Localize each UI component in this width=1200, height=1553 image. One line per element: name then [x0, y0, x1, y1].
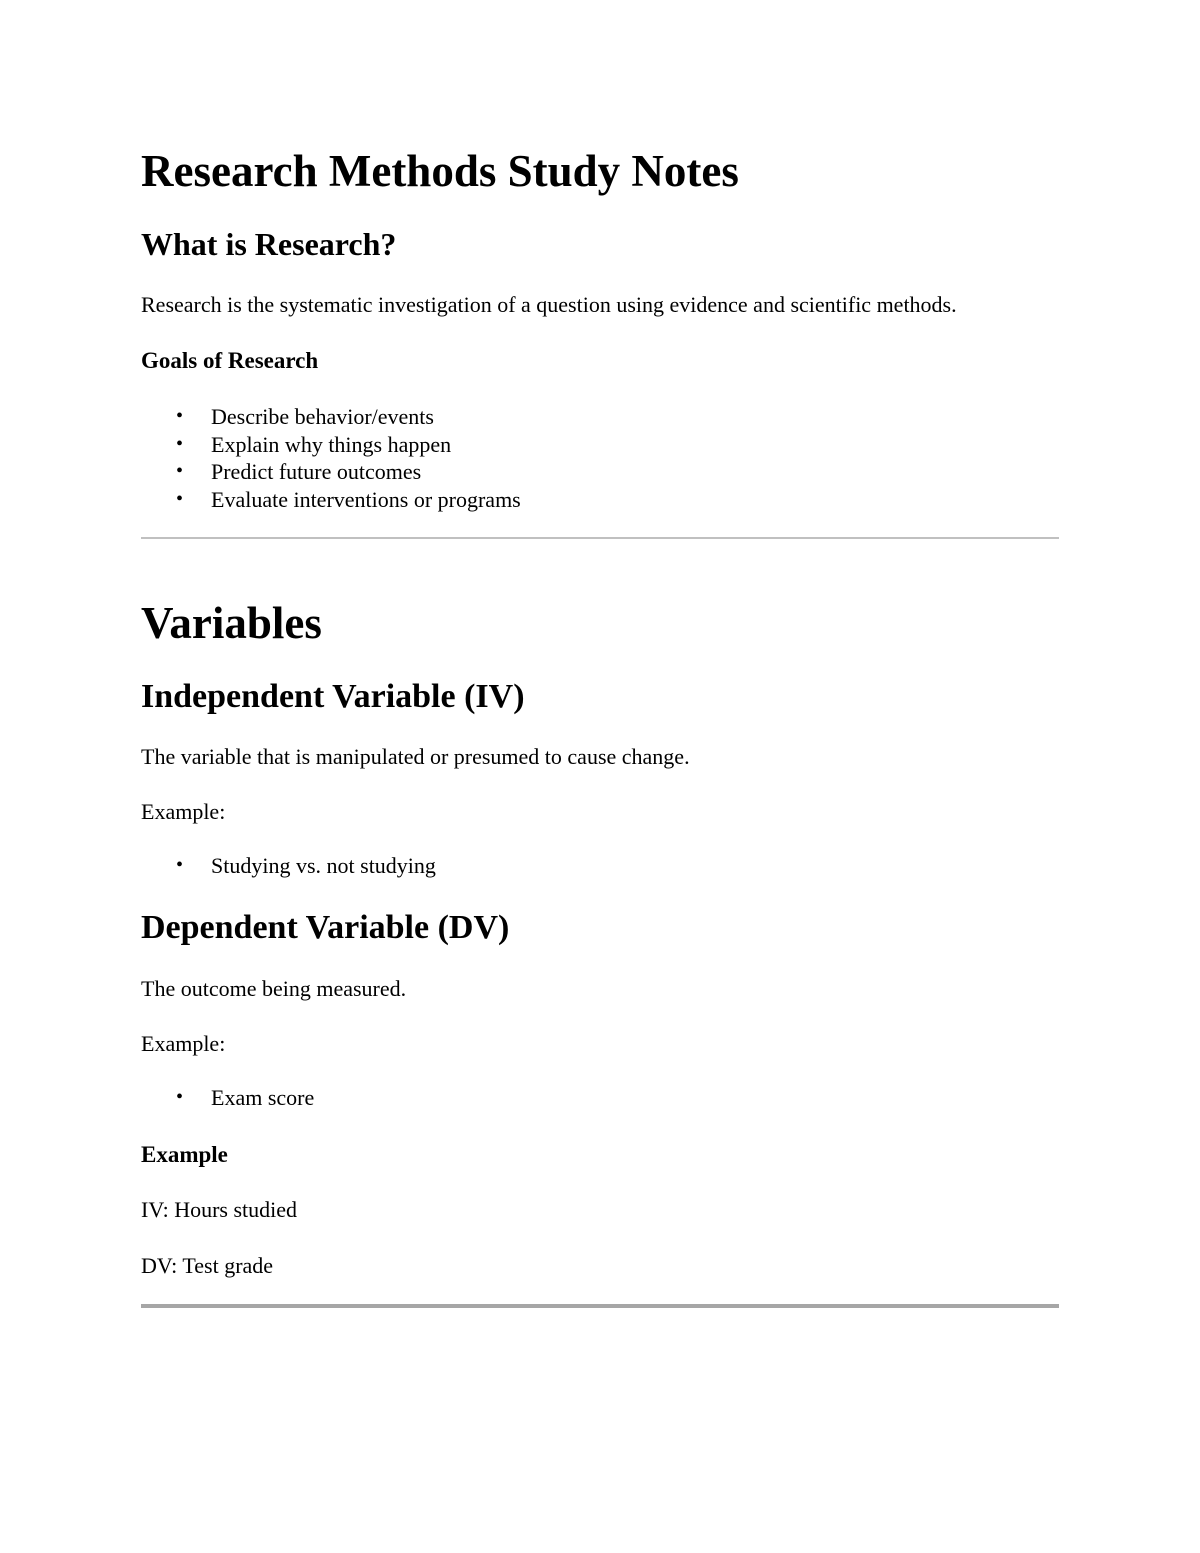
- section-divider-thick: [141, 1304, 1059, 1308]
- example-dv-line: DV: Test grade: [141, 1253, 274, 1278]
- list-item: • Explain why things happen: [176, 431, 452, 457]
- list-item: • Predict future outcomes: [176, 459, 422, 484]
- example-heading: Example: [141, 1142, 228, 1167]
- list-item: • Evaluate interventions or programs: [176, 486, 521, 512]
- research-definition: Research is the systematic investigation of a question using evidence and scientific methods.: [141, 292, 957, 317]
- document-title: Research Methods Study Notes: [141, 146, 739, 196]
- bullet-icon: •: [176, 460, 184, 482]
- iv-definition: The variable that is manipulated or presumed to cause change.: [141, 744, 690, 769]
- example-iv-line: IV: Hours studied: [141, 1197, 298, 1222]
- iv-example-list: [141, 852, 1059, 880]
- dv-example-label: Example:: [141, 1031, 226, 1056]
- section-heading-variables: Variables: [141, 598, 322, 648]
- dv-example-list: [141, 1084, 1059, 1112]
- bullet-icon: •: [176, 432, 184, 455]
- dv-heading: Dependent Variable (DV): [141, 909, 510, 946]
- goals-list: [141, 403, 1059, 513]
- bullet-icon: •: [176, 854, 184, 876]
- list-item: • Describe behavior/events: [176, 404, 434, 429]
- bullet-icon: •: [176, 405, 184, 427]
- list-item: • Exam score: [176, 1085, 315, 1110]
- iv-heading: Independent Variable (IV): [141, 678, 525, 715]
- section-heading-what-is-research: What is Research?: [141, 226, 397, 262]
- iv-example-label: Example:: [141, 799, 226, 824]
- bullet-icon: •: [176, 487, 184, 510]
- dv-definition: The outcome being measured.: [141, 976, 407, 1001]
- list-item: • Studying vs. not studying: [176, 853, 436, 878]
- section-divider: [141, 537, 1059, 539]
- goals-heading: Goals of Research: [141, 348, 319, 373]
- bullet-icon: •: [176, 1086, 184, 1108]
